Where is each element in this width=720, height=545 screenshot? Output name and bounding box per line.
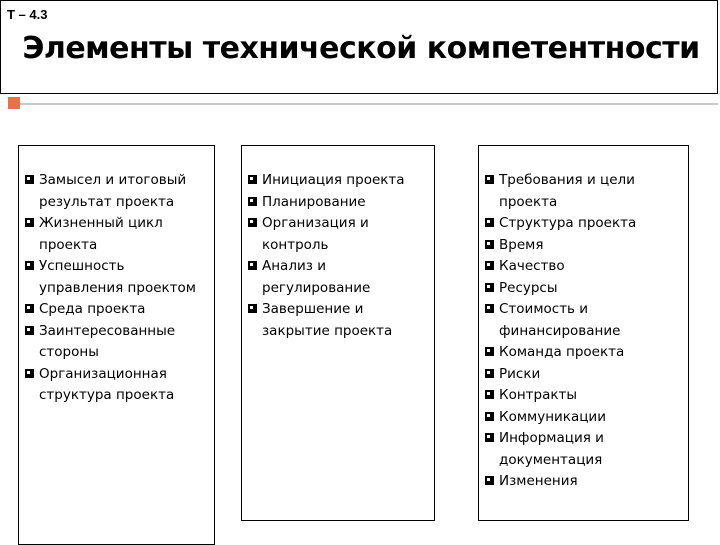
checkbox-bullet-icon	[25, 218, 34, 227]
checkbox-bullet-icon	[485, 412, 494, 421]
page-title: Элементы технической компетентности	[22, 31, 700, 66]
checkbox-bullet-icon	[485, 304, 494, 313]
list-item: Планирование	[248, 192, 428, 214]
checkbox-bullet-icon	[25, 175, 34, 184]
list-item: Организационная структура проекта	[25, 364, 208, 407]
list-item: Контракты	[485, 385, 682, 407]
column-2	[241, 145, 435, 521]
checkbox-bullet-icon	[25, 326, 34, 335]
list-item: Риски	[485, 364, 682, 386]
list-item: Стоимость и финансирование	[485, 299, 682, 342]
checkbox-bullet-icon	[485, 390, 494, 399]
checkbox-bullet-icon	[248, 304, 257, 313]
column-1	[18, 145, 215, 545]
checkbox-bullet-icon	[25, 369, 34, 378]
divider-line	[20, 103, 718, 105]
list-item: Среда проекта	[25, 299, 208, 321]
header-box	[0, 0, 718, 94]
checkbox-bullet-icon	[485, 369, 494, 378]
checkbox-bullet-icon	[485, 175, 494, 184]
checkbox-bullet-icon	[485, 476, 494, 485]
list-item: Инициация проекта	[248, 170, 428, 192]
checkbox-bullet-icon	[248, 218, 257, 227]
list-item: Завершение и закрытие проекта	[248, 299, 428, 342]
list-item: Структура проекта	[485, 213, 682, 235]
checkbox-bullet-icon	[485, 261, 494, 270]
list-item: Коммуникации	[485, 407, 682, 429]
list-item: Жизненный цикл проекта	[25, 213, 208, 256]
checkbox-bullet-icon	[248, 261, 257, 270]
list-item: Время	[485, 235, 682, 257]
list-item: Организация и контроль	[248, 213, 428, 256]
checkbox-bullet-icon	[485, 347, 494, 356]
checkbox-bullet-icon	[25, 304, 34, 313]
list-item: Изменения	[485, 471, 682, 493]
divider-accent-square	[8, 97, 20, 109]
list-item: Заинтересованные стороны	[25, 321, 208, 364]
checkbox-bullet-icon	[248, 175, 257, 184]
checkbox-bullet-icon	[485, 218, 494, 227]
list-item: Успешность управления проектом	[25, 256, 208, 299]
checkbox-bullet-icon	[485, 240, 494, 249]
list-item: Требования и цели проекта	[485, 170, 682, 213]
list-item: Качество	[485, 256, 682, 278]
column-3	[478, 145, 689, 521]
list-item: Ресурсы	[485, 278, 682, 300]
list-item: Анализ и регулирование	[248, 256, 428, 299]
checkbox-bullet-icon	[485, 433, 494, 442]
slide-id: Т – 4.3	[7, 7, 48, 22]
checkbox-bullet-icon	[485, 283, 494, 292]
list-item: Команда проекта	[485, 342, 682, 364]
list-item: Информация и документация	[485, 428, 682, 471]
list-item: Замысел и итоговый результат проекта	[25, 170, 208, 213]
checkbox-bullet-icon	[25, 261, 34, 270]
checkbox-bullet-icon	[248, 197, 257, 206]
